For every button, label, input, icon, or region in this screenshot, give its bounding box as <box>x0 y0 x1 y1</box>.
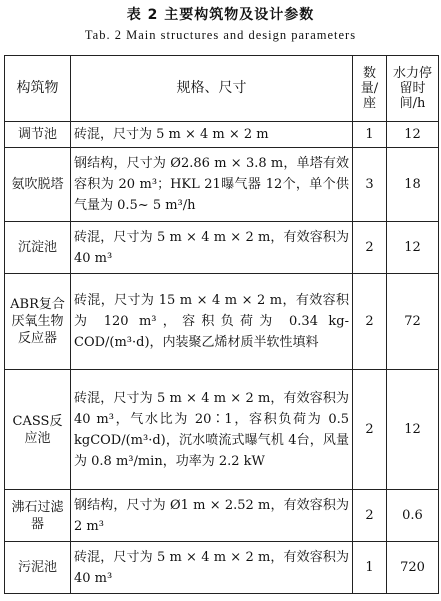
structure-count: 2 <box>353 370 387 490</box>
table-row <box>5 222 439 274</box>
structure-count: 2 <box>353 274 387 370</box>
structure-hrt: 18 <box>387 148 439 222</box>
structure-hrt: 0.6 <box>387 490 439 542</box>
table-caption-en: Tab. 2 Main structures and design parameters <box>84 28 357 42</box>
table-row <box>5 274 439 370</box>
header-count: 数量/座 <box>353 56 387 122</box>
header-structure: 构筑物 <box>5 56 71 122</box>
structure-count: 2 <box>353 490 387 542</box>
table-row <box>5 148 439 222</box>
structure-name: CASS反应池 <box>5 370 71 490</box>
structure-spec: 砖混，尺寸为 5 m × 4 m × 2 m <box>71 122 353 148</box>
structure-name: 污泥池 <box>5 542 71 594</box>
structure-spec: 砖混，尺寸为 5 m × 4 m × 2 m，有效容积为 40 m³ <box>71 222 353 274</box>
structure-spec: 砖混，尺寸为 15 m × 4 m × 2 m，有效容积为 120 m³，容积负荷为 0.34 kg-COD/(m³·d)，内装聚乙烯材质半软性填料 <box>71 274 353 370</box>
structure-hrt: 12 <box>387 122 439 148</box>
structure-hrt: 12 <box>387 222 439 274</box>
design-parameters-table <box>4 55 439 594</box>
structure-count: 3 <box>353 148 387 222</box>
structure-name: 沉淀池 <box>5 222 71 274</box>
table-row <box>5 370 439 490</box>
structure-spec: 钢结构，尺寸为 Ø2.86 m × 3.8 m，单塔有效容积为 20 m³；HKL 21曝气器 12个，单个供气量为 0.5~ 5 m³/h <box>71 148 353 222</box>
structure-name: 沸石过滤器 <box>5 490 71 542</box>
structure-count: 1 <box>353 122 387 148</box>
structure-name: ABR复合厌氧生物反应器 <box>5 274 71 370</box>
structure-name: 氨吹脱塔 <box>5 148 71 222</box>
structure-spec: 砖混，尺寸为 5 m × 4 m × 2 m，有效容积为 40 m³，气水比为 20∶1，容积负荷为 0.5 kgCOD/(m³·d)，沉水喷流式曝气机 4台，风量为 0.8 m³/min，功率为 2.2 kW <box>71 370 353 490</box>
structure-count: 1 <box>353 542 387 594</box>
header-spec: 规格、尺寸 <box>71 56 353 122</box>
structure-spec: 钢结构，尺寸为 Ø1 m × 2.52 m，有效容积为 2 m³ <box>71 490 353 542</box>
structure-count: 2 <box>353 222 387 274</box>
table-row <box>5 490 439 542</box>
structure-hrt: 72 <box>387 274 439 370</box>
structure-hrt: 720 <box>387 542 439 594</box>
table-row <box>5 122 439 148</box>
structure-hrt: 12 <box>387 370 439 490</box>
table-caption-cn: 表 2 主要构筑物及设计参数 <box>126 7 315 23</box>
structure-name: 调节池 <box>5 122 71 148</box>
structure-spec: 砖混，尺寸为 5 m × 4 m × 2 m，有效容积为 40 m³ <box>71 542 353 594</box>
header-hrt: 水力停留时间/h <box>387 56 439 122</box>
table-row <box>5 542 439 594</box>
